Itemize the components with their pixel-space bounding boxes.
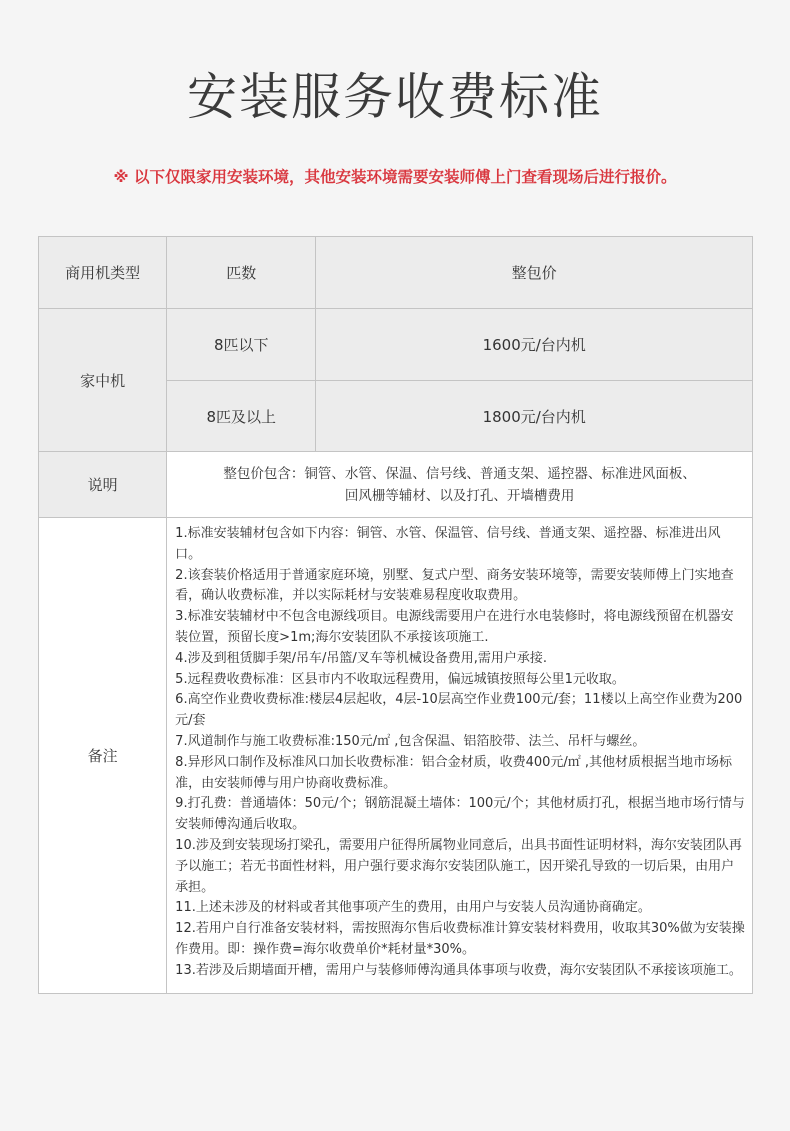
note-item: 1.标准安装辅材包含如下内容：铜管、水管、保温管、信号线、普通支架、遥控器、标准进出风口。: [175, 526, 721, 562]
page-title: 安装服务收费标准: [187, 68, 603, 126]
note-item: 9.打孔费：普通墙体：50元/个；钢筋混凝土墙体：100元/个；其他材质打孔，根据当地市场行情与安装师傅沟通后收取。: [175, 796, 745, 833]
note-item: 8.异形风口制作及标准风口加长收费标准：铝合金材质，收费400元/㎡ ,其他材质根据当地市场标准，由安装师傅与用户协商收费标准。: [175, 754, 733, 791]
capacity-cell: 8匹及以上: [167, 381, 316, 452]
note-item: 6.高空作业费收费标准:楼层4层起收，4层-10层高空作业费100元/套；11楼以上高空作业费为200元/套: [175, 692, 743, 729]
price-cell: 1600元/台内机: [316, 309, 753, 381]
explanation-row: [39, 452, 753, 518]
explanation-label: 说明: [39, 452, 167, 518]
note-item: 12.若用户自行准备安装材料，需按照海尔售后收费标准计算安装材料费用，收取其30%做为安装操作费用。即：操作费=海尔收费单价*耗材量*30%。: [175, 921, 745, 957]
table-header-row: [39, 237, 753, 309]
pricing-table: [38, 236, 753, 994]
notes-cell: [167, 518, 753, 994]
note-item: 13.若涉及后期墙面开槽，需用户与装修师傅沟通具体事项与收费，海尔安装团队不承接该项施工。: [175, 962, 742, 978]
note-item: 10.涉及到安装现场打梁孔，需要用户征得所属物业同意后，出具书面性证明材料，海尔安装团队再予以施工；若无书面性材料，用户强行要求海尔安装团队施工，因开梁孔导致的一切后果，由用户承担。: [175, 837, 742, 895]
note-item: 2.该套装价格适用于普通家庭环境，别墅、复式户型、商务安装环境等，需要安装师傅上门实地查看，确认收费标准，并以实际耗材与安装难易程度收取费用。: [175, 567, 734, 604]
header-capacity: 匹数: [167, 237, 316, 309]
note-item: 7.风道制作与施工收费标准:150元/㎡ ,包含保温、铝箔胶带、法兰、吊杆与螺丝。: [175, 733, 646, 749]
header-type: 商用机类型: [39, 237, 167, 309]
header-price: 整包价: [316, 237, 753, 309]
note-item: 11.上述未涉及的材料或者其他事项产生的费用，由用户与安装人员沟通协商确定。: [175, 900, 651, 916]
notes-list: [175, 524, 746, 991]
explanation-cell: [167, 452, 753, 518]
installation-notice: ※ 以下仅限家用安装环境，其他安装环境需要安装师傅上门查看现场后进行报价。: [113, 168, 677, 186]
notes-row: [39, 518, 753, 994]
price-cell: 1800元/台内机: [316, 381, 753, 452]
explanation-line: 回风栅等辅材、以及打孔、开墙槽费用: [344, 487, 575, 504]
notes-label: 备注: [39, 518, 167, 994]
explanation-line: 整包价包含：铜管、水管、保温、信号线、普通支架、遥控器、标准进风面板、: [223, 465, 696, 482]
table-row: [39, 309, 753, 381]
note-item: 3.标准安装辅材中不包含电源线项目。电源线需要用户在进行水电装修时，将电源线预留在机器安装位置，预留长度>1m;海尔安装团队不承接该项施工.: [175, 609, 734, 645]
capacity-cell: 8匹以下: [167, 309, 316, 381]
note-item: 5.远程费收费标准：区县市内不收取远程费用，偏远城镇按照每公里1元收取。: [175, 671, 625, 687]
note-item: 4.涉及到租赁脚手架/吊车/吊篮/叉车等机械设备费用,需用户承接.: [175, 650, 547, 666]
category-cell: 家中机: [39, 309, 167, 452]
